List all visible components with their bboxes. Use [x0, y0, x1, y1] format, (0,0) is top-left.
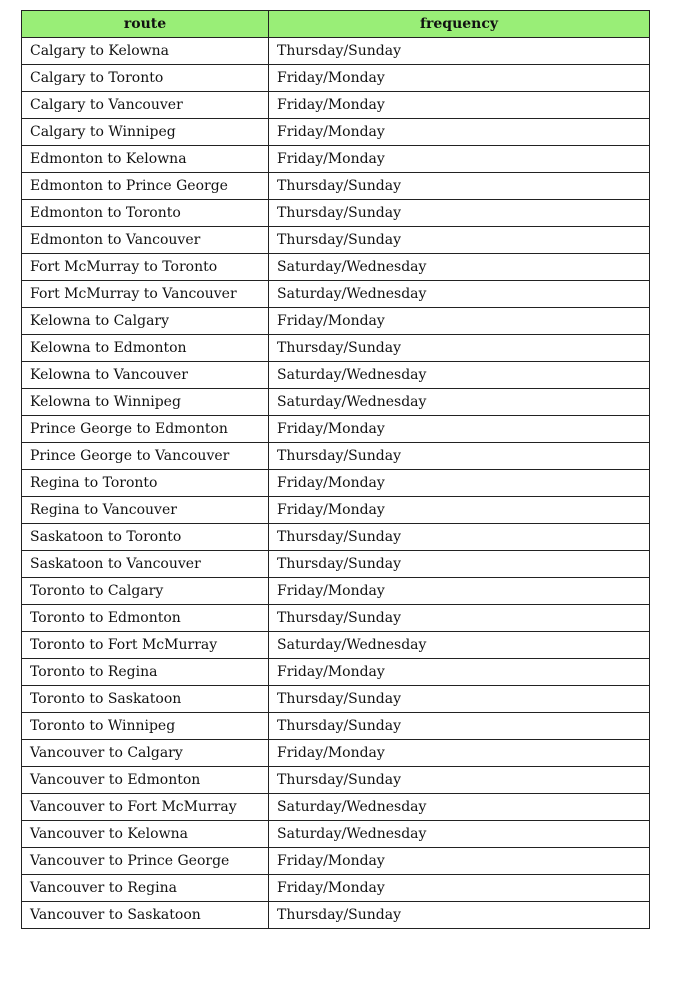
route-cell: Edmonton to Prince George [22, 173, 269, 200]
table-header-row [22, 11, 650, 38]
route-cell: Kelowna to Winnipeg [22, 389, 269, 416]
frequency-cell: Saturday/Wednesday [269, 821, 650, 848]
route-cell: Vancouver to Fort McMurray [22, 794, 269, 821]
table-row [22, 686, 650, 713]
table-row [22, 902, 650, 929]
frequency-cell: Thursday/Sunday [269, 524, 650, 551]
route-cell: Kelowna to Edmonton [22, 335, 269, 362]
frequency-cell: Saturday/Wednesday [269, 632, 650, 659]
route-cell: Vancouver to Prince George [22, 848, 269, 875]
table-row [22, 713, 650, 740]
table-row [22, 146, 650, 173]
table-row [22, 173, 650, 200]
frequency-cell: Friday/Monday [269, 740, 650, 767]
table-row [22, 767, 650, 794]
frequency-cell: Friday/Monday [269, 470, 650, 497]
route-cell: Kelowna to Calgary [22, 308, 269, 335]
table-row [22, 200, 650, 227]
route-cell: Regina to Toronto [22, 470, 269, 497]
table-row [22, 632, 650, 659]
frequency-cell: Thursday/Sunday [269, 443, 650, 470]
frequency-cell: Thursday/Sunday [269, 713, 650, 740]
table-row [22, 605, 650, 632]
route-cell: Calgary to Kelowna [22, 38, 269, 65]
route-cell: Vancouver to Calgary [22, 740, 269, 767]
table-row [22, 497, 650, 524]
frequency-cell: Friday/Monday [269, 65, 650, 92]
route-cell: Saskatoon to Vancouver [22, 551, 269, 578]
route-cell: Toronto to Edmonton [22, 605, 269, 632]
frequency-cell: Friday/Monday [269, 497, 650, 524]
route-frequency-table [21, 10, 650, 929]
frequency-cell: Saturday/Wednesday [269, 794, 650, 821]
route-cell: Calgary to Winnipeg [22, 119, 269, 146]
table-row [22, 740, 650, 767]
table-row [22, 254, 650, 281]
route-cell: Kelowna to Vancouver [22, 362, 269, 389]
table-row [22, 848, 650, 875]
table-row [22, 38, 650, 65]
frequency-cell: Friday/Monday [269, 578, 650, 605]
frequency-cell: Friday/Monday [269, 146, 650, 173]
frequency-cell: Saturday/Wednesday [269, 362, 650, 389]
table-row [22, 65, 650, 92]
column-header-frequency: frequency [269, 11, 650, 38]
route-cell: Saskatoon to Toronto [22, 524, 269, 551]
frequency-cell: Thursday/Sunday [269, 200, 650, 227]
route-cell: Vancouver to Saskatoon [22, 902, 269, 929]
route-cell: Fort McMurray to Vancouver [22, 281, 269, 308]
frequency-cell: Friday/Monday [269, 848, 650, 875]
route-cell: Prince George to Edmonton [22, 416, 269, 443]
route-cell: Vancouver to Regina [22, 875, 269, 902]
route-cell: Calgary to Vancouver [22, 92, 269, 119]
table-row [22, 524, 650, 551]
frequency-cell: Friday/Monday [269, 308, 650, 335]
route-cell: Edmonton to Toronto [22, 200, 269, 227]
table-row [22, 470, 650, 497]
table-row [22, 794, 650, 821]
table-row [22, 92, 650, 119]
frequency-cell: Thursday/Sunday [269, 227, 650, 254]
frequency-cell: Friday/Monday [269, 659, 650, 686]
frequency-cell: Thursday/Sunday [269, 173, 650, 200]
frequency-cell: Thursday/Sunday [269, 38, 650, 65]
table-row [22, 551, 650, 578]
route-cell: Toronto to Fort McMurray [22, 632, 269, 659]
table-row [22, 119, 650, 146]
table-row [22, 281, 650, 308]
route-cell: Vancouver to Edmonton [22, 767, 269, 794]
table-row [22, 335, 650, 362]
route-cell: Edmonton to Vancouver [22, 227, 269, 254]
route-cell: Edmonton to Kelowna [22, 146, 269, 173]
table-row [22, 659, 650, 686]
frequency-cell: Thursday/Sunday [269, 551, 650, 578]
frequency-cell: Thursday/Sunday [269, 686, 650, 713]
table-row [22, 389, 650, 416]
route-cell: Prince George to Vancouver [22, 443, 269, 470]
table-row [22, 227, 650, 254]
frequency-cell: Thursday/Sunday [269, 605, 650, 632]
route-cell: Fort McMurray to Toronto [22, 254, 269, 281]
frequency-cell: Friday/Monday [269, 92, 650, 119]
route-cell: Calgary to Toronto [22, 65, 269, 92]
route-cell: Toronto to Regina [22, 659, 269, 686]
frequency-cell: Friday/Monday [269, 119, 650, 146]
route-cell: Toronto to Saskatoon [22, 686, 269, 713]
table-row [22, 578, 650, 605]
route-cell: Toronto to Calgary [22, 578, 269, 605]
route-cell: Regina to Vancouver [22, 497, 269, 524]
frequency-cell: Friday/Monday [269, 875, 650, 902]
table-row [22, 875, 650, 902]
frequency-cell: Saturday/Wednesday [269, 281, 650, 308]
frequency-cell: Friday/Monday [269, 416, 650, 443]
frequency-cell: Thursday/Sunday [269, 335, 650, 362]
frequency-cell: Thursday/Sunday [269, 767, 650, 794]
table-row [22, 416, 650, 443]
frequency-cell: Saturday/Wednesday [269, 254, 650, 281]
route-cell: Toronto to Winnipeg [22, 713, 269, 740]
table-row [22, 821, 650, 848]
column-header-route: route [22, 11, 269, 38]
frequency-cell: Thursday/Sunday [269, 902, 650, 929]
table-row [22, 308, 650, 335]
route-frequency-table-container [21, 10, 649, 929]
frequency-cell: Saturday/Wednesday [269, 389, 650, 416]
table-row [22, 443, 650, 470]
table-body [22, 38, 650, 929]
route-cell: Vancouver to Kelowna [22, 821, 269, 848]
table-row [22, 362, 650, 389]
